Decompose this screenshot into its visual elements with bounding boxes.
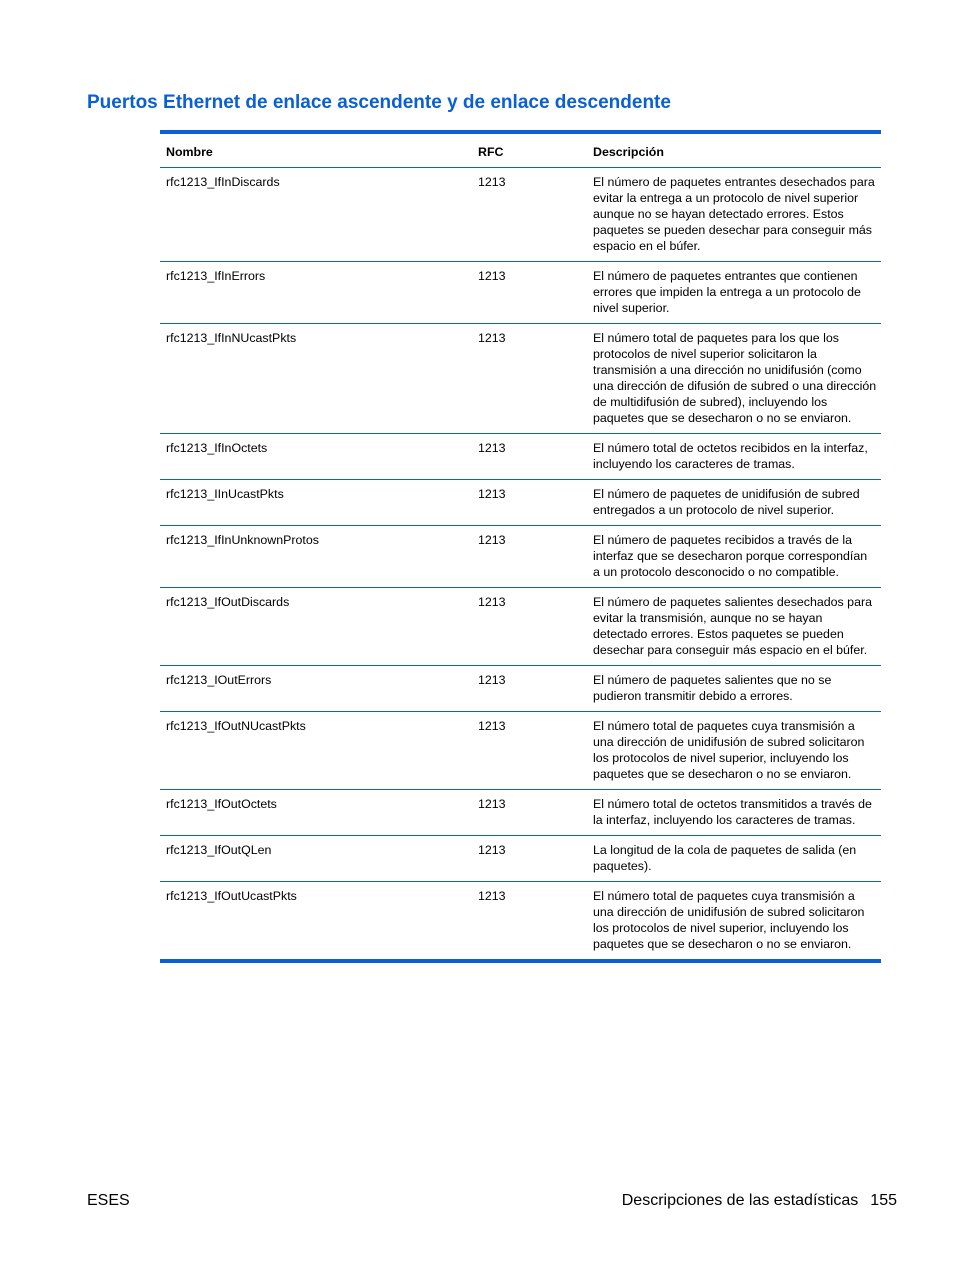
page-number: 155 — [870, 1192, 897, 1209]
table-header-row — [160, 134, 881, 168]
row-description: El número de paquetes entrantes que contienen errores que impiden la entrega a un protocolo de nivel superior. — [593, 269, 861, 315]
row-rfc: 1213 — [478, 889, 506, 903]
row-name: rfc1213_IfOutQLen — [166, 843, 272, 857]
row-rfc: 1213 — [478, 595, 506, 609]
row-rfc: 1213 — [478, 797, 506, 811]
column-header-name: Nombre — [166, 145, 213, 159]
row-description: El número de paquetes salientes desechados para evitar la transmisión, aunque no se hayan detectado errores. Estos paquetes se pueden desechar para conseguir más espacio en el búfer. — [593, 595, 872, 657]
row-rfc: 1213 — [478, 269, 506, 283]
row-name: rfc1213_IfOutNUcastPkts — [166, 719, 306, 733]
column-header-rfc: RFC — [478, 145, 504, 159]
table-row — [160, 712, 881, 790]
row-description: El número total de paquetes cuya transmisión a una dirección de unidifusión de subred solicitaron los protocolos de nivel superior, incluyendo los paquetes que se desecharon o no se enviaron. — [593, 889, 865, 951]
row-name: rfc1213_IfInNUcastPkts — [166, 331, 297, 345]
row-description: El número de paquetes recibidos a través de la interfaz que se desecharon porque correspondían a un protocolo desconocido o no compatible. — [593, 533, 868, 579]
row-name: rfc1213_IInUcastPkts — [166, 487, 284, 501]
column-header-description: Descripción — [593, 145, 664, 159]
row-name: rfc1213_IOutErrors — [166, 673, 272, 687]
row-description: El número total de octetos transmitidos a través de la interfaz, incluyendo los caracteres de tramas. — [593, 797, 872, 827]
row-rfc: 1213 — [478, 175, 506, 189]
table-row — [160, 588, 881, 666]
table-row — [160, 168, 881, 262]
stats-table — [160, 130, 881, 963]
row-name: rfc1213_IfInErrors — [166, 269, 266, 283]
table-row — [160, 882, 881, 959]
row-description: El número total de paquetes para los que los protocolos de nivel superior solicitaron la transmisión a una dirección no unidifusión (como una dirección de difusión de subred o una dirección de multidifusión de subred), incluyendo los paquetes que se desecharon o no se enviaron. — [593, 331, 877, 425]
table-row — [160, 836, 881, 882]
table-row — [160, 434, 881, 480]
row-name: rfc1213_IfOutUcastPkts — [166, 889, 297, 903]
table-row — [160, 666, 881, 712]
section-heading: Puertos Ethernet de enlace ascendente y de enlace descendente — [87, 92, 671, 113]
row-description: El número de paquetes de unidifusión de subred entregados a un protocolo de nivel superior. — [593, 487, 860, 517]
row-rfc: 1213 — [478, 533, 506, 547]
table-row — [160, 790, 881, 836]
row-name: rfc1213_IfInOctets — [166, 441, 268, 455]
row-description: La longitud de la cola de paquetes de salida (en paquetes). — [593, 843, 857, 873]
row-rfc: 1213 — [478, 331, 506, 345]
row-rfc: 1213 — [478, 673, 506, 687]
table-row — [160, 324, 881, 434]
footer-page-info — [622, 1192, 897, 1210]
footer-section-title: Descripciones de las estadísticas — [621, 1192, 859, 1209]
row-description: El número total de octetos recibidos en la interfaz, incluyendo los caracteres de tramas. — [593, 441, 868, 471]
table-row — [160, 480, 881, 526]
row-rfc: 1213 — [478, 843, 506, 857]
row-description: El número de paquetes salientes que no se pudieron transmitir debido a errores. — [593, 673, 832, 703]
row-description: El número de paquetes entrantes desechados para evitar la entrega a un protocolo de nivel superior aunque no se hayan detectado errores. Estos paquetes se pueden desechar para conseguir más espacio en el búfer. — [593, 175, 875, 253]
row-rfc: 1213 — [478, 441, 506, 455]
row-name: rfc1213_IfOutDiscards — [166, 595, 290, 609]
table-row — [160, 262, 881, 324]
row-description: El número total de paquetes cuya transmisión a una dirección de unidifusión de subred solicitaron los protocolos de nivel superior, incluyendo los paquetes que se desecharon o no se enviaron. — [593, 719, 865, 781]
row-name: rfc1213_IfOutOctets — [166, 797, 277, 811]
table-row — [160, 526, 881, 588]
footer-locale-code: ESES — [87, 1192, 130, 1209]
row-rfc: 1213 — [478, 487, 506, 501]
row-name: rfc1213_IfInDiscards — [166, 175, 280, 189]
row-rfc: 1213 — [478, 719, 506, 733]
row-name: rfc1213_IfInUnknownProtos — [166, 533, 319, 547]
